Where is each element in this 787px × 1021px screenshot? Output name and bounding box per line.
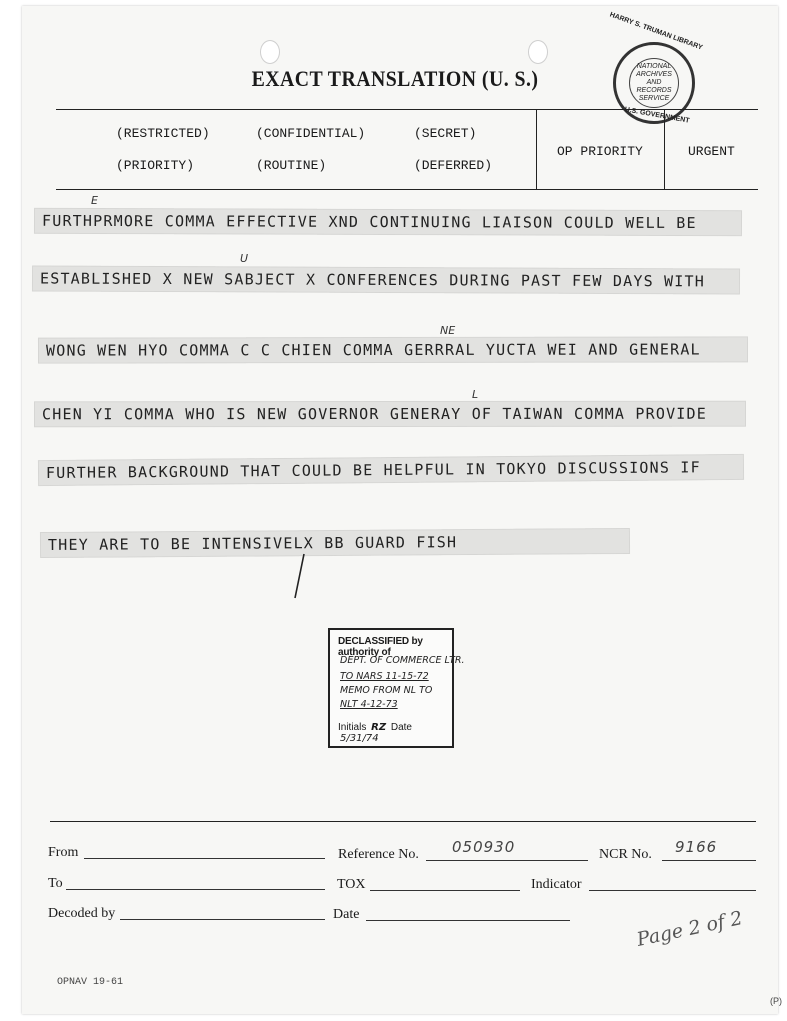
- ncr-label: NCR No.: [599, 847, 652, 862]
- to-line: [66, 889, 325, 890]
- indicator-label: Indicator: [531, 877, 582, 892]
- declassified-line: MEMO FROM NL TO: [340, 685, 433, 696]
- declassified-heading: DECLASSIFIED by authority of: [338, 636, 423, 658]
- class-op-priority: OP PRIORITY: [557, 144, 643, 159]
- class-routine: (ROUTINE): [256, 158, 327, 173]
- class-priority: (PRIORITY): [116, 158, 195, 173]
- reference-line: [426, 860, 588, 861]
- reference-value: 050930: [452, 838, 516, 856]
- decoded-line: [120, 919, 325, 920]
- tox-label: TOX: [337, 877, 366, 892]
- ncr-value: 9166: [675, 838, 718, 856]
- stamp-center-line: NATIONAL: [636, 63, 672, 70]
- tox-line: [370, 890, 520, 891]
- punch-hole-right: [528, 40, 548, 64]
- message-line: ESTABLISHED X NEW SABJECT X CONFERENCES DURING PAST FEW DAYS WITH: [32, 265, 740, 294]
- indicator-line: [589, 890, 756, 891]
- to-label: To: [48, 876, 63, 891]
- declassified-line: NLT 4-12-73: [340, 699, 398, 710]
- class-confidential: (CONFIDENTIAL): [256, 126, 366, 141]
- decoded-label: Decoded by: [48, 906, 116, 921]
- message-line: CHEN YI COMMA WHO IS NEW GOVERNOR GENERAY OF TAIWAN COMMA PROVIDE: [34, 401, 746, 428]
- stamp-center-line: RECORDS: [636, 87, 672, 94]
- form-id: OPNAV 19-61: [57, 977, 124, 988]
- class-restricted: (RESTRICTED): [116, 126, 210, 141]
- declassified-stamp: [328, 628, 465, 748]
- correction-slash: [292, 552, 306, 600]
- archives-stamp-center: [629, 58, 679, 108]
- stamp-ring-top: HARRY S. TRUMAN LIBRARY: [608, 11, 704, 52]
- message-line: WONG WEN HYO COMMA C C CHIEN COMMA GERRRAL YUCTA WEI AND GENERAL: [38, 336, 748, 363]
- header-divider-1: [536, 109, 537, 189]
- class-urgent: URGENT: [688, 144, 735, 159]
- date-label: Date: [390, 722, 412, 733]
- from-line: [84, 858, 325, 859]
- correction-mark: L: [472, 388, 479, 401]
- declassified-initials-row: [338, 722, 452, 744]
- date-value: 5/31/74: [340, 733, 379, 744]
- initials-label: Initials: [338, 722, 367, 733]
- correction-mark: E: [91, 194, 98, 207]
- header-rule-bottom: [56, 189, 758, 190]
- header-rule-top: [56, 109, 758, 110]
- punch-hole-left: [260, 40, 280, 64]
- header-divider-2: [664, 109, 665, 189]
- initials-value: RZ: [371, 722, 387, 733]
- stamp-center-line: SERVICE: [638, 95, 670, 102]
- declassified-line: DEPT. OF COMMERCE LTR.: [340, 655, 465, 666]
- form-date-line: [366, 920, 570, 921]
- class-deferred: (DEFERRED): [414, 158, 493, 173]
- form-rule: [50, 821, 756, 822]
- form-date-label: Date: [333, 907, 360, 922]
- correction-mark: U: [240, 252, 249, 265]
- corner-mark: (P): [770, 996, 782, 1006]
- correction-mark: NE: [440, 324, 456, 337]
- ncr-line: [662, 860, 756, 861]
- page-number-note: Page 2 of 2: [634, 907, 745, 951]
- declassified-line: TO NARS 11-15-72: [340, 671, 429, 682]
- message-line: THEY ARE TO BE INTENSIVELX BB GUARD FISH: [40, 528, 630, 558]
- document-title: EXACT TRANSLATION (U. S.): [251, 66, 539, 91]
- from-label: From: [48, 845, 79, 860]
- class-secret: (SECRET): [414, 126, 477, 141]
- stamp-ring-bottom: U.S. GOVERNMENT: [624, 106, 690, 125]
- message-line: FURTHER BACKGROUND THAT COULD BE HELPFUL IN TOKYO DISCUSSIONS IF: [38, 454, 744, 486]
- stamp-center-line: ARCHIVES AND: [636, 71, 672, 86]
- message-line: FURTHPRMORE COMMA EFFECTIVE XND CONTINUING LIAISON COULD WELL BE: [34, 208, 742, 236]
- reference-label: Reference No.: [338, 847, 419, 862]
